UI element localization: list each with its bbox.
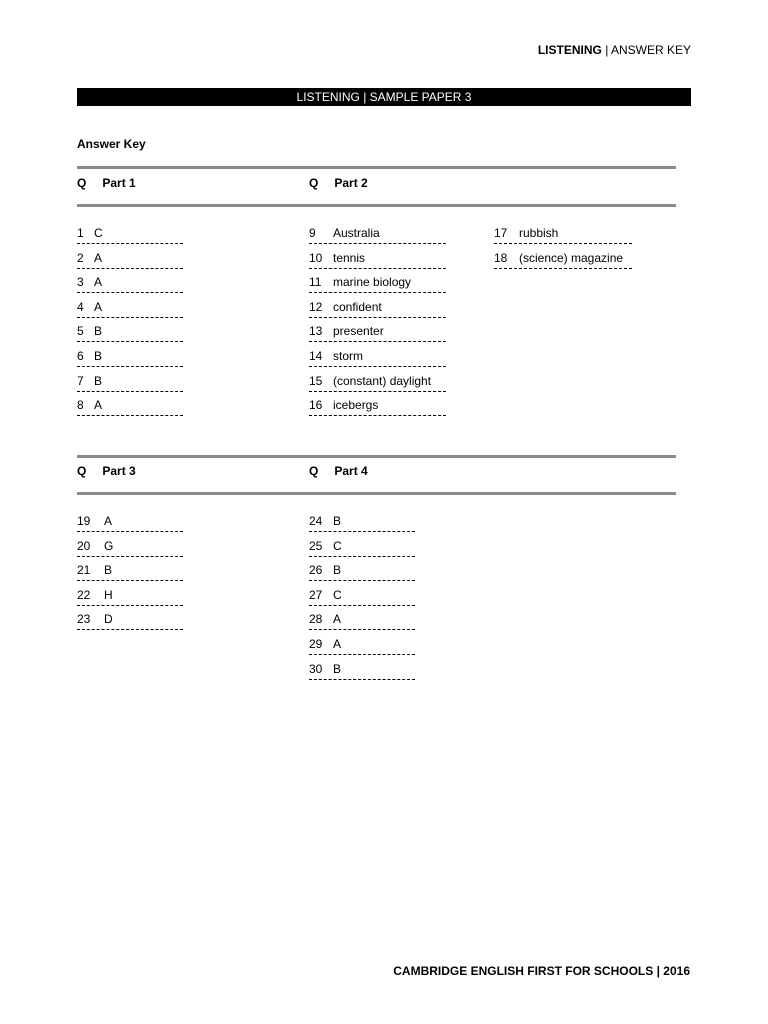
answer-value: C — [333, 538, 342, 553]
divider-rule — [77, 166, 676, 169]
answer-row — [77, 250, 183, 269]
header-doc-type: ANSWER KEY — [610, 43, 691, 57]
answer-value: A — [94, 275, 103, 290]
question-number: 28 — [309, 612, 323, 627]
answer-row — [309, 587, 415, 606]
answer-value: D — [104, 612, 113, 627]
footer-title: CAMBRIDGE ENGLISH FIRST FOR SCHOOLS — [393, 964, 654, 978]
answer-value: presenter — [333, 324, 384, 339]
answer-row — [77, 323, 183, 342]
answer-value: (science) magazine — [519, 250, 624, 265]
answer-value: B — [333, 563, 342, 578]
answer-row — [77, 373, 183, 392]
q-label: Q — [77, 464, 87, 478]
question-number: 18 — [494, 250, 508, 265]
answer-value: A — [333, 612, 342, 627]
answer-row — [309, 348, 446, 367]
question-number: 30 — [309, 661, 323, 676]
question-number: 13 — [309, 324, 323, 339]
answer-row — [309, 611, 415, 630]
question-number: 9 — [309, 226, 316, 240]
page-header — [538, 43, 691, 57]
part-4-heading — [309, 464, 368, 478]
answer-value: H — [104, 587, 113, 602]
part-2-heading — [309, 176, 368, 190]
question-number: 1 — [77, 226, 84, 240]
answer-row — [309, 538, 415, 557]
answer-row — [77, 225, 183, 244]
question-number: 2 — [77, 250, 84, 265]
answer-value: rubbish — [519, 226, 559, 240]
answer-row — [77, 274, 183, 293]
divider-rule — [77, 455, 676, 458]
question-number: 25 — [309, 538, 323, 553]
answer-value: A — [333, 637, 342, 651]
answer-row — [309, 513, 415, 532]
question-number: 17 — [494, 226, 508, 240]
answer-value: B — [94, 349, 103, 363]
part-label: Part 1 — [102, 176, 136, 190]
question-number: 14 — [309, 349, 323, 363]
answer-value: B — [94, 324, 103, 339]
divider-rule — [77, 492, 676, 495]
question-number: 26 — [309, 563, 323, 578]
answer-value: confident — [333, 299, 382, 314]
part-label: Part 3 — [102, 464, 136, 478]
section-title: Answer Key — [77, 137, 146, 151]
q-label: Q — [309, 176, 319, 190]
answer-value: B — [333, 514, 342, 528]
question-number: 6 — [77, 349, 84, 363]
answer-value: A — [94, 299, 103, 314]
question-number: 10 — [309, 250, 323, 265]
part-3-heading — [77, 464, 136, 478]
question-number: 19 — [77, 514, 91, 528]
title-banner — [77, 88, 691, 106]
answer-row — [309, 636, 415, 655]
answer-value: C — [333, 587, 342, 602]
answer-value: (constant) daylight — [333, 373, 432, 388]
header-section: LISTENING — [537, 43, 602, 57]
question-number: 23 — [77, 612, 91, 627]
question-number: 8 — [77, 398, 84, 413]
answer-row — [309, 323, 446, 342]
answer-row — [309, 274, 446, 293]
answer-value: A — [94, 398, 103, 413]
question-number: 20 — [77, 538, 91, 553]
footer-separator: | — [656, 964, 660, 978]
divider-rule — [77, 204, 676, 207]
answer-value: A — [94, 250, 103, 265]
answer-row — [77, 299, 183, 318]
question-number: 15 — [309, 373, 323, 388]
answer-row — [309, 225, 446, 244]
q-label: Q — [77, 176, 87, 190]
question-number: 7 — [77, 373, 84, 388]
question-number: 11 — [309, 275, 322, 290]
answer-row — [309, 373, 446, 392]
part-label: Part 4 — [334, 464, 368, 478]
answer-value: Australia — [333, 226, 380, 240]
page-footer — [393, 964, 690, 978]
answer-value: icebergs — [333, 398, 379, 413]
answer-row — [77, 562, 183, 581]
answer-value: C — [94, 226, 103, 240]
answer-row — [77, 538, 183, 557]
answer-value: storm — [333, 349, 363, 363]
answer-row — [494, 250, 632, 269]
answer-value: B — [94, 373, 103, 388]
answer-value: A — [104, 514, 113, 528]
question-number: 16 — [309, 398, 323, 413]
answer-value: tennis — [333, 250, 366, 265]
question-number: 3 — [77, 275, 84, 290]
answer-row — [77, 587, 183, 606]
answer-row — [77, 397, 183, 416]
answer-row — [309, 397, 446, 416]
footer-year: 2016 — [663, 964, 690, 978]
answer-row — [309, 661, 415, 680]
question-number: 21 — [77, 563, 91, 578]
answer-value: G — [104, 538, 114, 553]
answer-row — [309, 250, 446, 269]
answer-value: B — [333, 661, 342, 676]
answer-row — [77, 348, 183, 367]
answer-row — [309, 299, 446, 318]
answer-row — [77, 611, 183, 630]
question-number: 22 — [77, 587, 91, 602]
part-label: Part 2 — [334, 176, 368, 190]
banner-text: LISTENING | SAMPLE PAPER 3 — [296, 90, 472, 104]
question-number: 29 — [309, 637, 323, 651]
part-1-heading — [77, 176, 136, 190]
answer-value: marine biology — [333, 275, 412, 290]
header-separator: | — [605, 43, 609, 57]
question-number: 12 — [309, 299, 323, 314]
answer-row — [494, 225, 632, 244]
answer-row — [309, 562, 415, 581]
answer-value: B — [104, 563, 113, 578]
question-number: 27 — [309, 587, 323, 602]
answer-row — [77, 513, 183, 532]
question-number: 4 — [77, 299, 84, 314]
question-number: 5 — [77, 324, 84, 339]
q-label: Q — [309, 464, 319, 478]
question-number: 24 — [309, 514, 323, 528]
